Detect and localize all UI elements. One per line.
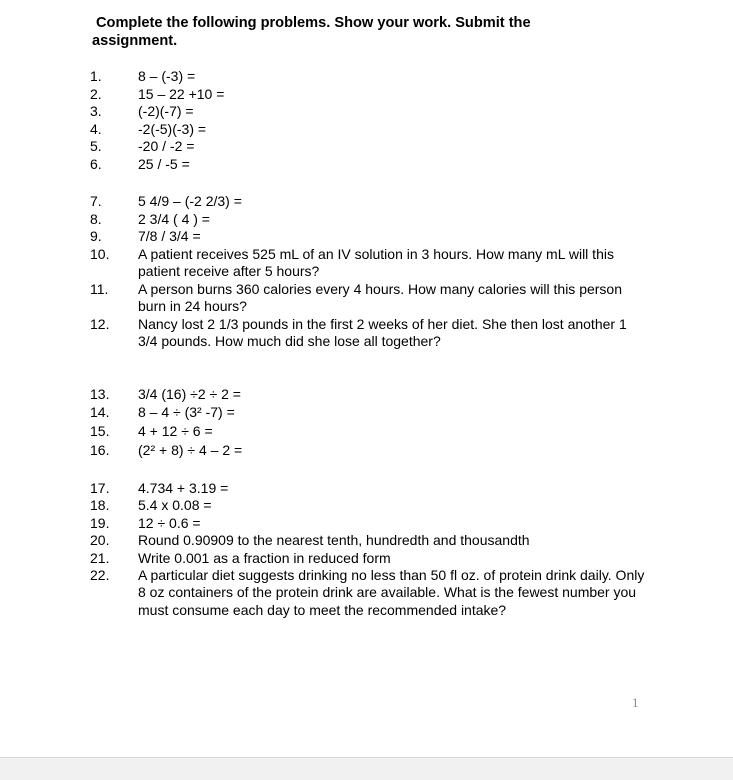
problem-text: 3/4 (16) ÷2 ÷ 2 =	[138, 386, 241, 402]
problem-number: 9.	[90, 228, 102, 244]
problem-text: 2 3/4 ( 4 ) =	[138, 210, 210, 227]
problem-number: 6.	[90, 155, 102, 172]
problem-text: 5.4 x 0.08 =	[138, 497, 212, 513]
problem-text: A patient receives 525 mL of an IV solution in 3 hours. How many mL will this patient receive after 5 hours?	[138, 245, 614, 279]
problem-number: 2.	[90, 85, 102, 102]
problem-text: 12 ÷ 0.6 =	[138, 514, 201, 531]
problem-number: 11.	[90, 280, 109, 297]
problem-number: 14.	[90, 404, 110, 420]
problem-number: 22.	[90, 567, 110, 583]
problem-text: 7/8 / 3/4 =	[138, 228, 201, 244]
problem-text: 8 – 4 ÷ (3² -7) =	[138, 404, 235, 420]
problem-number: 10.	[90, 245, 110, 262]
problem-text: (-2)(-7) =	[138, 103, 194, 119]
problem-number: 7.	[90, 193, 102, 209]
problem-number: 12.	[90, 315, 110, 332]
problem-text: Nancy lost 2 1/3 pounds in the first 2 weeks of her diet. She then lost another 1 3/4 pounds. How much did she lose all together?	[138, 315, 627, 349]
problem-number: 8.	[90, 210, 102, 227]
problem-number: 3.	[90, 103, 102, 119]
problem-number: 5.	[90, 138, 102, 154]
problem-number: 17.	[90, 479, 110, 496]
problem-text: -20 / -2 =	[138, 138, 195, 154]
problem-number: 21.	[90, 549, 110, 566]
problem-text: (2² + 8) ÷ 4 – 2 =	[138, 442, 243, 458]
problem-text: 4 + 12 ÷ 6 =	[138, 423, 213, 439]
problem-number: 4.	[90, 120, 102, 137]
problem-number: 13.	[90, 386, 110, 402]
problem-text: -2(-5)(-3) =	[138, 120, 207, 137]
problem-text: A person burns 360 calories every 4 hours. How many calories will this person burn in 24 hours?	[138, 280, 623, 314]
page-number: 1	[632, 695, 639, 710]
problem-text: 15 – 22 +10 =	[138, 85, 225, 102]
problem-number: 19.	[90, 514, 110, 531]
problem-number: 1.	[90, 68, 102, 84]
problem-text: A particular diet suggests drinking no less than 50 fl oz. of protein drink daily. Only 8 oz containers of the protein drink are available. What is the fewest number you must consume each day to meet the recommended intake?	[138, 567, 645, 618]
problem-text: Write 0.001 as a fraction in reduced form	[138, 549, 391, 566]
problem-text: 5 4/9 – (-2 2/3) =	[138, 193, 242, 209]
assignment-instructions: Complete the following problems. Show your work. Submit the assignment.	[92, 15, 531, 49]
problem-text: 8 – (-3) =	[138, 68, 196, 84]
problem-number: 16.	[90, 442, 110, 458]
problem-number: 20.	[90, 532, 110, 548]
problem-number: 18.	[90, 497, 110, 513]
problem-number: 15.	[90, 423, 110, 439]
problem-text: 25 / -5 =	[138, 155, 190, 172]
problem-text: 4.734 + 3.19 =	[138, 479, 229, 496]
problem-text: Round 0.90909 to the nearest tenth, hundredth and thousandth	[138, 532, 530, 548]
viewer-bottom-bar	[0, 757, 733, 780]
